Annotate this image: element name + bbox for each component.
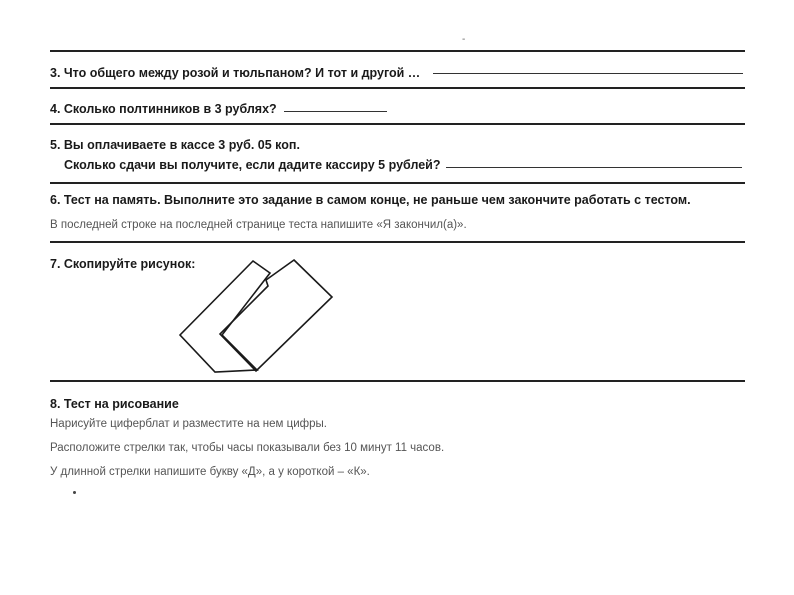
question-3: 3. Что общего между розой и тюльпаном? И тот и другой … [50,66,421,80]
divider-rule [50,182,745,184]
divider-rule [50,50,745,52]
divider-rule [50,380,745,382]
answer-line-q5[interactable] [446,167,742,168]
question-8-line1: Нарисуйте циферблат и разместите на нем цифры. [50,418,327,430]
stray-dot [73,491,76,494]
question-4: 4. Сколько полтинников в 3 рублях? [50,102,277,116]
divider-rule [50,241,745,243]
question-6-instruction: В последней строке на последней странице теста напишите «Я закончил(а)». [50,219,467,231]
question-5-line1: 5. Вы оплачиваете в кассе 3 руб. 05 коп. [50,138,300,152]
top-mark: - [462,34,466,45]
question-6-title: 6. Тест на память. Выполните это задание в самом конце, не раньше чем закончите работать с тестом. [50,193,691,207]
question-8-line2: Расположите стрелки так, чтобы часы показывали без 10 минут 11 часов. [50,442,445,454]
figure-shape-back [180,261,270,372]
question-8-title: 8. Тест на рисование [50,397,179,411]
divider-rule [50,123,745,125]
question-7-title: 7. Скопируйте рисунок: [50,257,196,271]
question-8-line3: У длинной стрелки напишите букву «Д», а у короткой – «К». [50,466,370,478]
copy-figure-drawing [170,255,340,380]
answer-line-q4[interactable] [284,111,387,112]
answer-line-q3[interactable] [433,73,743,74]
divider-rule [50,87,745,89]
question-5-line2: Сколько сдачи вы получите, если дадите кассиру 5 рублей? [64,158,441,172]
